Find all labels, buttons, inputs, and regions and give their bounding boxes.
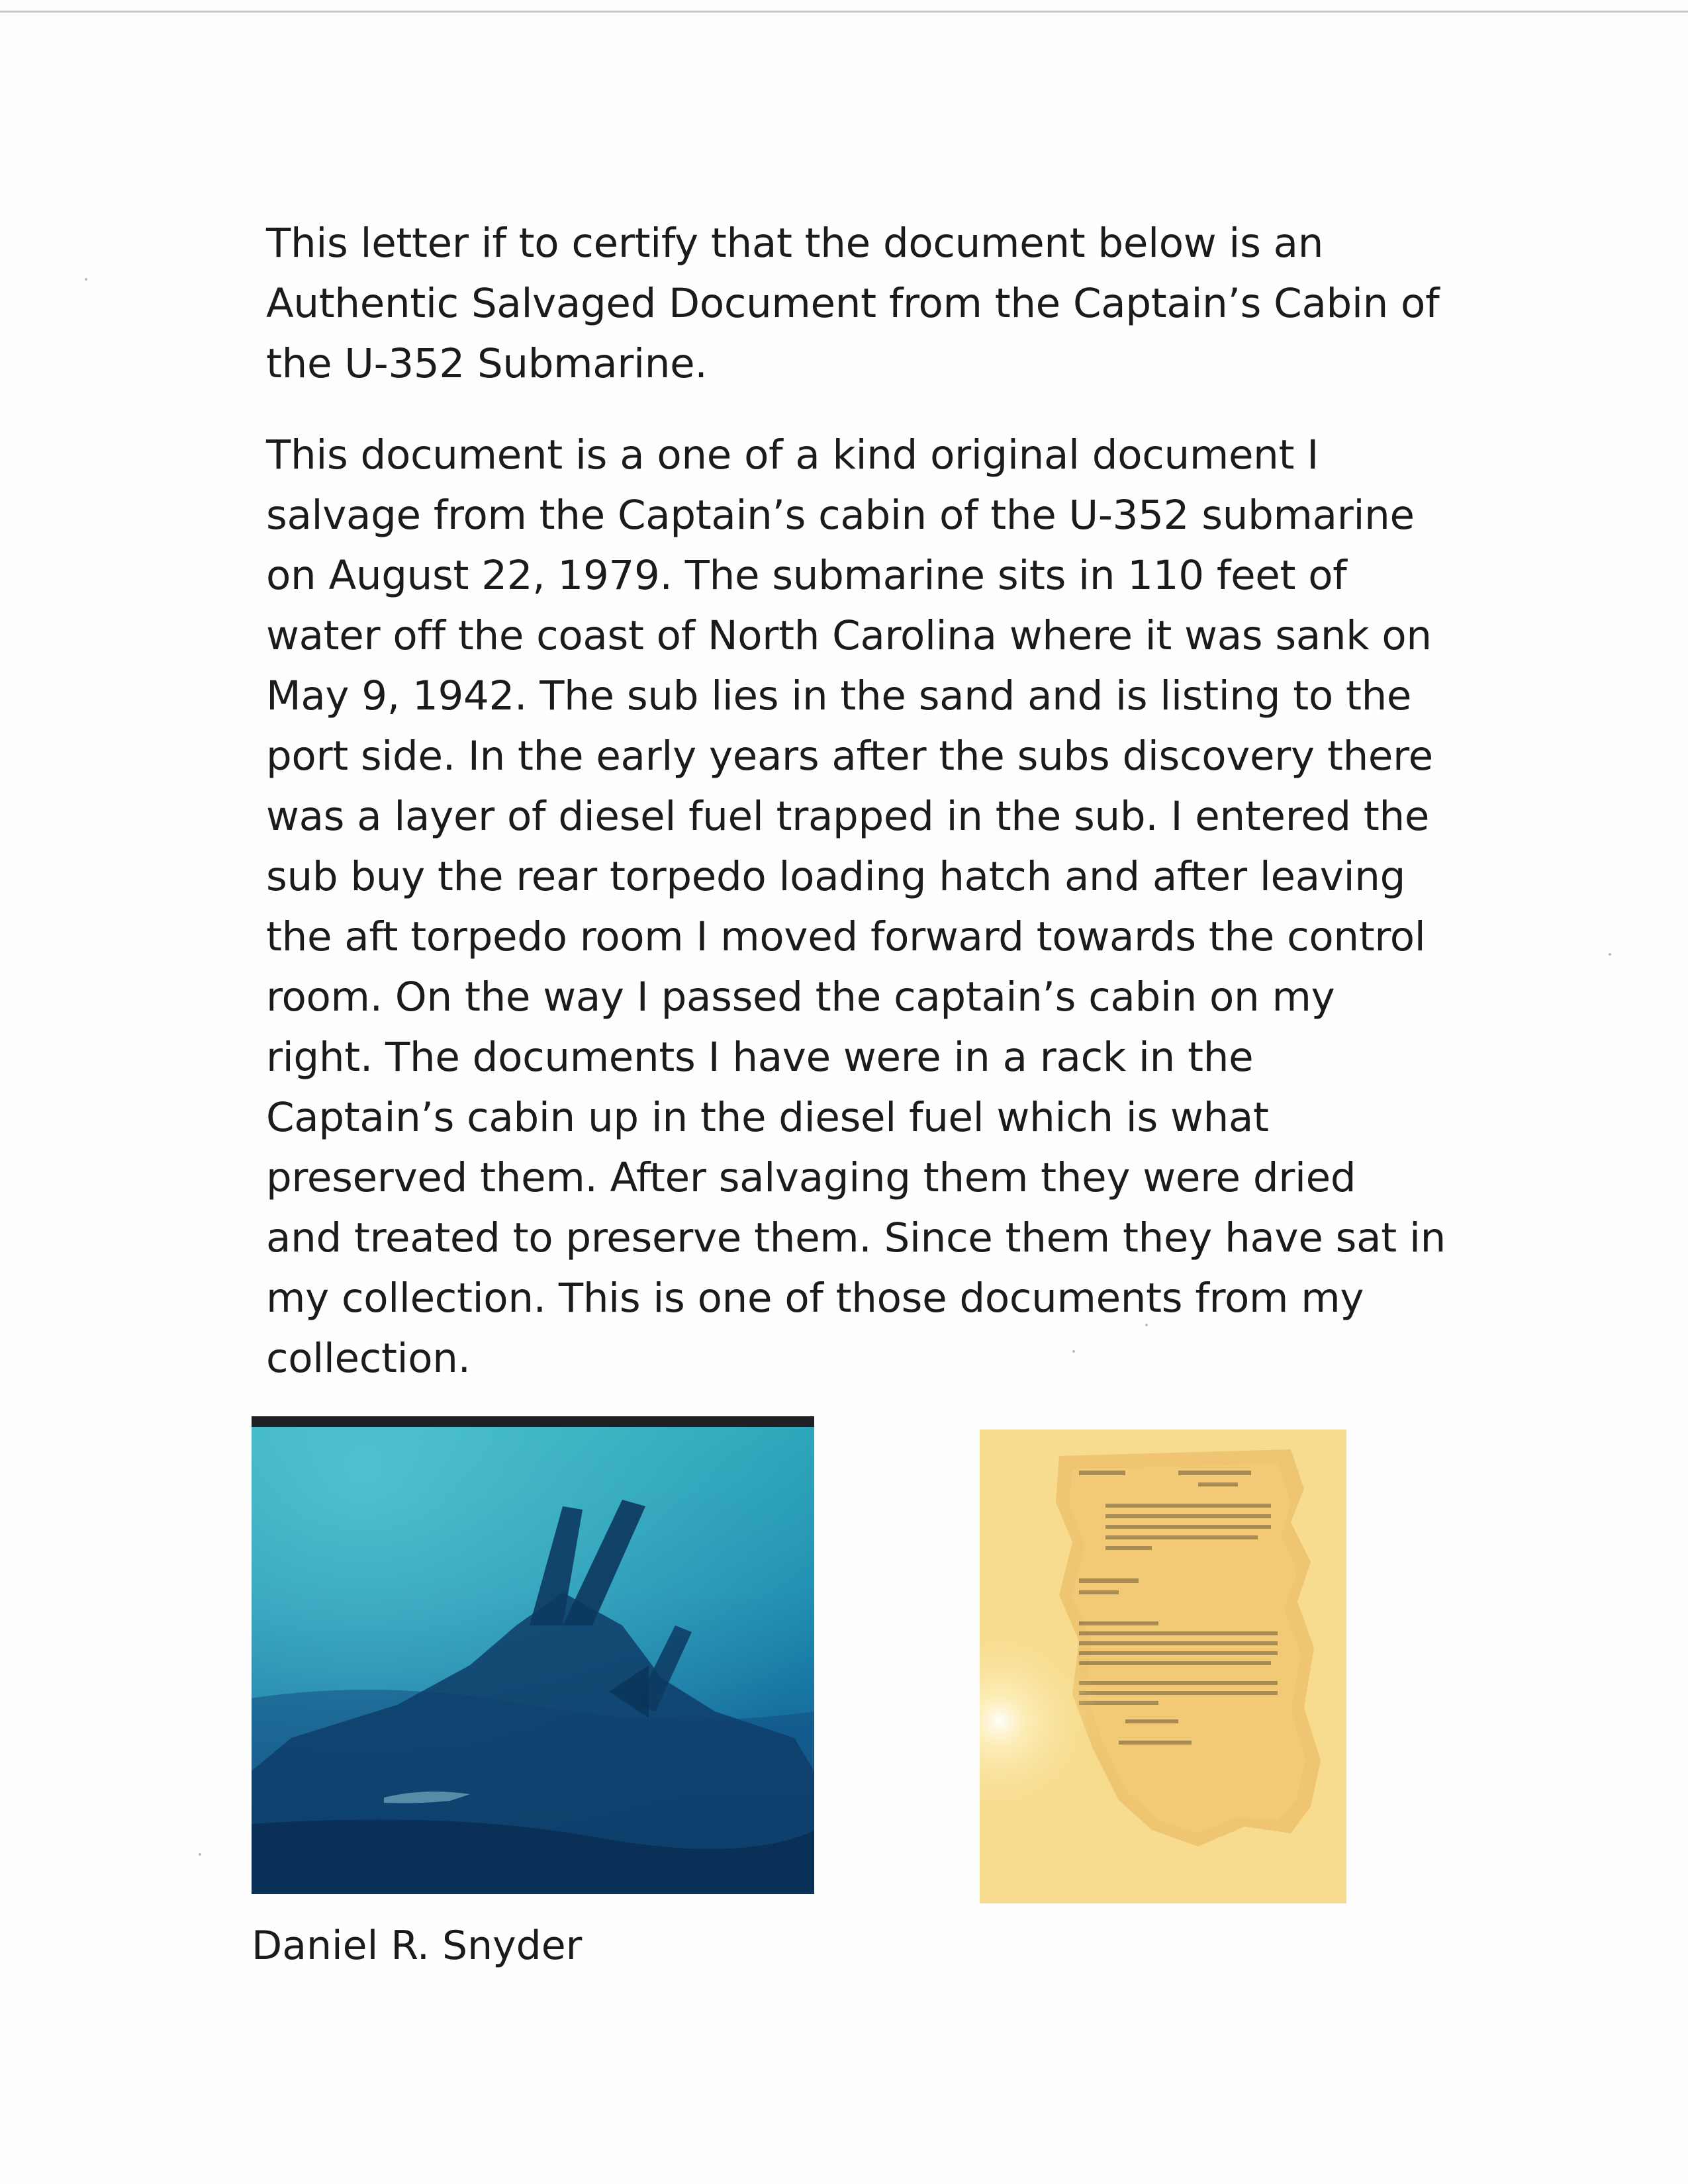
- scan-speck: [1609, 953, 1611, 956]
- signature-name: Daniel R. Snyder: [252, 1923, 583, 1969]
- scan-edge-line: [0, 11, 1688, 13]
- submarine-wreck-photo: [252, 1416, 814, 1894]
- description-paragraph: This document is a one of a kind original document I salvage from the Captain’s cabin of the U-352 submarine on August 22, 1979. The submarine sits in 110 feet of water off the coast of North Carolina where it was sank on May 9, 1942. The sub lies in the sand and is listing to the port side. In the early years after the subs discovery there was a layer of diesel fuel trapped in the sub. I entered the sub buy the rear torpedo loading hatch and after leaving the aft torpedo room I moved forward towards the control room. On the way I passed the captain’s cabin on my right. The documents I have were in a rack in the Captain’s cabin up in the diesel fuel which is what preserved them. After salvaging them they were dried and treated to preserve them. Since them they have sat in my collection. This is one of those documents from my collection.: [266, 432, 1446, 1382]
- salvaged-document-photo: [980, 1430, 1346, 1903]
- certification-paragraph: This letter if to certify that the document below is an Authentic Salvaged Document from the Captain’s Cabin of the U-352 Submarine.: [266, 220, 1440, 387]
- scan-speck: [85, 278, 87, 281]
- scan-speck: [199, 1853, 201, 1856]
